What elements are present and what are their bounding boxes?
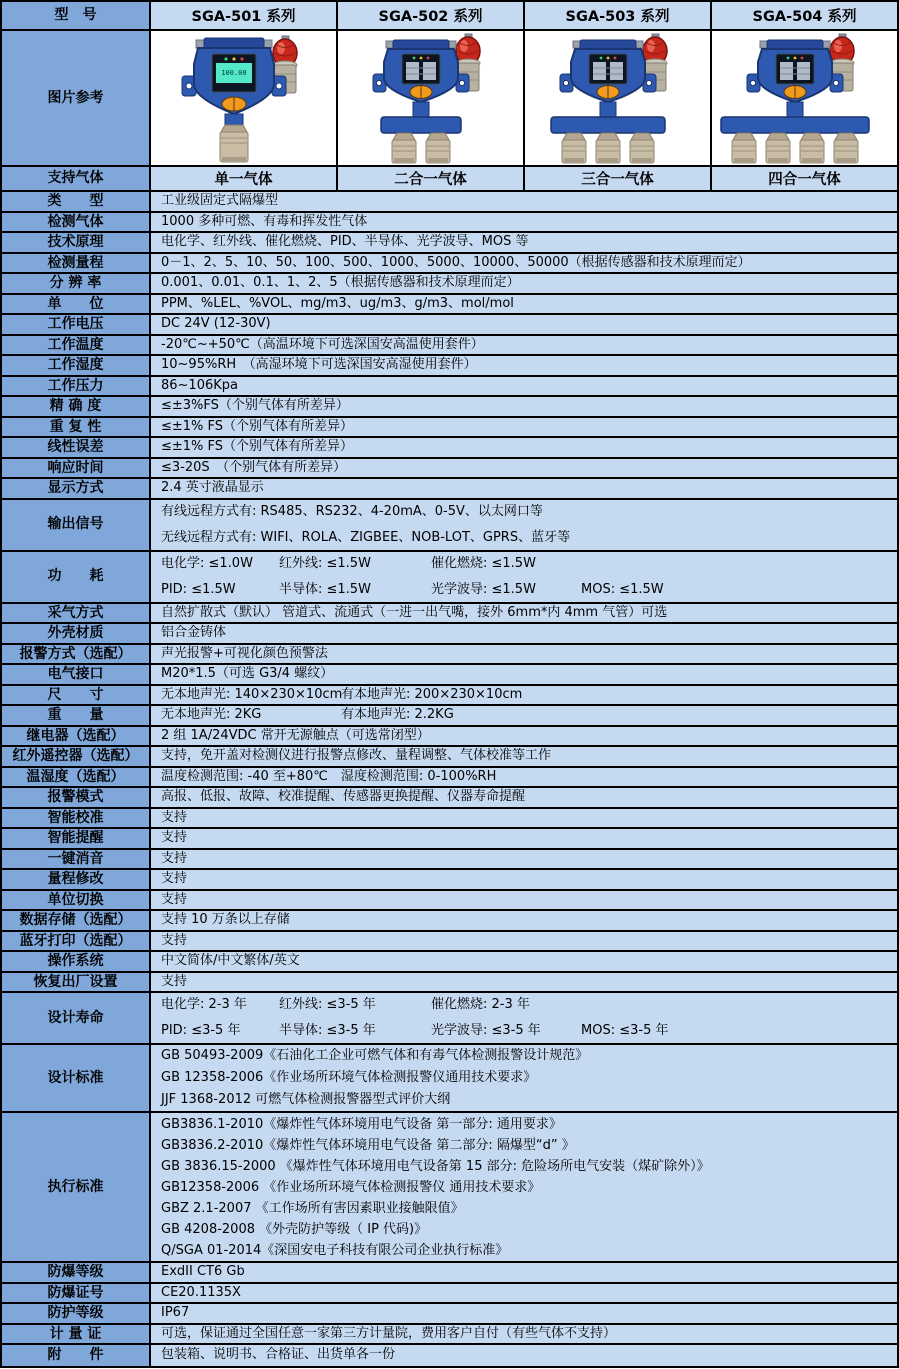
spec-value (151, 870, 897, 889)
spec-value-line: 可选，保证通过全国任意一家第三方计量院，费用客户自付（有些气体不支持） (161, 1325, 617, 1341)
spec-label: 数据存储（选配） (2, 911, 151, 930)
spec-value (151, 418, 897, 437)
spec-value-line (161, 577, 897, 603)
spec-value-line: PPM、%LEL、%VOL、mg/m3、ug/m3、g/m3、mol/mol (161, 295, 514, 311)
spec-value (151, 356, 897, 375)
spec-label: 功 耗 (2, 552, 151, 602)
spec-value-line: 支持 10 万条以上存储 (161, 912, 290, 927)
spec-value (151, 438, 897, 457)
spec-label: 红外遥控器（选配） (2, 747, 151, 766)
model-header-sga-504: SGA-504 系列 (710, 2, 897, 29)
spec-value-segment: MOS: ≤1.5W (581, 581, 664, 597)
spec-value (151, 829, 897, 848)
spec-value (151, 336, 897, 355)
spec-label: 尺 寸 (2, 686, 151, 705)
spec-row (2, 459, 897, 480)
spec-value-line: M20*1.5（可选 G3/4 螺纹） (161, 666, 334, 681)
spec-value-line: 0.001、0.01、0.1、1、2、5（根据传感器和技术原理而定） (161, 275, 520, 290)
spec-row (2, 911, 897, 932)
spec-value (151, 604, 897, 623)
spec-value-line: 电化学、红外线、催化燃烧、PID、半导体、光学波导、MOS 等 (161, 234, 529, 249)
spec-value-line: 中文简体/中文繁体/英文 (161, 953, 300, 968)
spec-row (2, 1045, 897, 1113)
image-reference-row (2, 31, 897, 167)
spec-value (151, 911, 897, 930)
spec-value-segment: PID: ≤1.5W (161, 581, 236, 597)
spec-row (2, 768, 897, 789)
spec-value (151, 727, 897, 746)
spec-row (2, 213, 897, 234)
spec-value (151, 809, 897, 828)
spec-row (2, 1325, 897, 1346)
device-image-sga-502 (336, 31, 523, 165)
spec-value-segment: 电化学: ≤1.0W (161, 555, 253, 571)
device-image-sga-504 (710, 31, 897, 165)
spec-label: 执行标准 (2, 1113, 151, 1261)
spec-value-line: ExdII CT6 Gb (161, 1264, 245, 1279)
spec-value (151, 1325, 897, 1344)
spec-value-segment: PID: ≤3-5 年 (161, 1023, 241, 1038)
spec-label: 工作湿度 (2, 356, 151, 375)
spec-label: 重 复 性 (2, 418, 151, 437)
spec-value (151, 1284, 897, 1303)
model-header-row (2, 2, 897, 31)
spec-value-segment: 光学波导: ≤1.5W (431, 581, 536, 597)
spec-row (2, 377, 897, 398)
spec-value-line (161, 1018, 897, 1044)
spec-row (2, 336, 897, 357)
spec-label: 量程修改 (2, 870, 151, 889)
spec-value (151, 993, 897, 1043)
spec-value (151, 397, 897, 416)
gas-detector-illustration-2-sensor (339, 32, 522, 164)
spec-value (151, 686, 897, 705)
spec-value-segment: MOS: ≤3-5 年 (581, 1023, 669, 1038)
spec-value (151, 213, 897, 232)
spec-value-line: GB3836.1-2010《爆炸性气体环境用电气设备 第一部分: 通用要求》 (161, 1116, 562, 1132)
spec-label: 电气接口 (2, 665, 151, 684)
supported-gas-label: 支持气体 (2, 167, 151, 190)
spec-value-line: 支持 (161, 891, 188, 907)
spec-label: 显示方式 (2, 479, 151, 498)
spec-value-line: GB 3836.15-2000 《爆炸性气体环境用电气设备第 15 部分: 危险场所电气安装（煤矿除外）》 (161, 1158, 710, 1174)
supported-gas-row (2, 167, 897, 192)
spec-row (2, 1113, 897, 1263)
spec-value-line: ≤±1% FS（个别气体有所差异） (161, 439, 354, 454)
spec-value-line: 支持 (161, 830, 188, 845)
spec-value (151, 850, 897, 869)
spec-row (2, 1304, 897, 1325)
spec-row (2, 1263, 897, 1284)
spec-value-line: GB3836.2-2010《爆炸性气体环境用电气设备 第二部分: 隔爆型“d” 》 (161, 1137, 575, 1153)
spec-row (2, 747, 897, 768)
spec-label: 检测量程 (2, 254, 151, 273)
spec-value (151, 788, 897, 807)
spec-label: 采气方式 (2, 604, 151, 623)
spec-row (2, 552, 897, 604)
spec-value (151, 932, 897, 951)
spec-value-segment: 无本地声光: 140×230×10cm (161, 686, 343, 702)
spec-value-line: 包装箱、说明书、合格证、出货单各一份 (161, 1347, 396, 1362)
spec-label: 防护等级 (2, 1304, 151, 1323)
spec-value (151, 952, 897, 971)
spec-value-segment: 红外线: ≤1.5W (279, 555, 371, 571)
model-header-sga-501: SGA-501 系列 (151, 2, 336, 29)
spec-row (2, 438, 897, 459)
spec-value-line: 无线远程方式有: WIFI、ROLA、ZIGBEE、NOB-LOT、GPRS、蓝牙等 (161, 529, 571, 545)
spec-label: 智能提醒 (2, 829, 151, 848)
spec-label: 防爆证号 (2, 1284, 151, 1303)
spec-row (2, 829, 897, 850)
spec-row (2, 788, 897, 809)
spec-label: 分 辨 率 (2, 274, 151, 293)
spec-value-line: 支持 (161, 809, 188, 825)
spec-label: 报警方式（选配） (2, 645, 151, 664)
spec-row (2, 295, 897, 316)
model-header-sga-502: SGA-502 系列 (336, 2, 523, 29)
spec-row (2, 356, 897, 377)
spec-value-line: GB 12358-2006《作业场所环境气体检测报警仪通用技术要求》 (161, 1070, 537, 1085)
spec-label: 线性误差 (2, 438, 151, 457)
spec-value-line (161, 705, 897, 726)
spec-label: 恢复出厂设置 (2, 973, 151, 992)
spec-row (2, 870, 897, 891)
spec-label: 设计寿命 (2, 993, 151, 1043)
spec-value-line: 10~95%RH （高湿环境下可选深国安高湿使用套件） (161, 357, 477, 372)
spec-value (151, 254, 897, 273)
spec-label: 继电器（选配） (2, 727, 151, 746)
supported-gas-value-3: 三合一气体 (523, 167, 710, 190)
spec-value-line: GB 4208-2008 《外壳防护等级（ IP 代码)》 (161, 1221, 428, 1237)
spec-row (2, 500, 897, 552)
spec-row (2, 932, 897, 953)
spec-label: 计 量 证 (2, 1325, 151, 1344)
spec-row (2, 254, 897, 275)
spec-value-segment: 半导体: ≤1.5W (279, 581, 371, 597)
spec-value (151, 1304, 897, 1323)
spec-row (2, 891, 897, 912)
supported-gas-value-2: 二合一气体 (336, 167, 523, 190)
svg-text:100.00: 100.00 (221, 69, 247, 77)
spec-row (2, 727, 897, 748)
spec-value-segment: 有本地声光: 2.2KG (341, 707, 454, 722)
spec-value (151, 479, 897, 498)
spec-label: 工作温度 (2, 336, 151, 355)
spec-value-segment: 半导体: ≤3-5 年 (279, 1023, 376, 1038)
spec-value (151, 1113, 897, 1261)
spec-value-line: GB 50493-2009《石油化工企业可燃气体和有毒气体检测报警设计规范》 (161, 1048, 589, 1063)
gas-detector-illustration-3-sensor (526, 32, 709, 164)
spec-row (2, 418, 897, 439)
spec-label: 一键消音 (2, 850, 151, 869)
image-row-label: 图片参考 (2, 31, 151, 165)
spec-value-line: 支持 (161, 850, 188, 866)
spec-value-line: 自然扩散式（默认） 管道式、流通式（一进一出气嘴，接外 6mm*内 4mm 气管）可选 (161, 604, 668, 620)
spec-value-line: ≤±3%FS（个别气体有所差异） (161, 398, 349, 413)
spec-value-line: 有线远程方式有: RS485、RS232、4-20mA、0-5V、以太网口等 (161, 503, 543, 519)
spec-value-line (161, 992, 897, 1018)
spec-value-line: 支持 (161, 973, 188, 989)
spec-value (151, 747, 897, 766)
spec-value (151, 274, 897, 293)
spec-label: 蓝牙打印（选配） (2, 932, 151, 951)
spec-value-line: 0－1、2、5、10、50、100、500、1000、5000、10000、50000（根据传感器和技术原理而定） (161, 254, 751, 270)
spec-label: 外壳材质 (2, 624, 151, 643)
spec-value-line (161, 551, 897, 577)
model-header-sga-503: SGA-503 系列 (523, 2, 710, 29)
spec-value-line: IP67 (161, 1305, 190, 1320)
spec-value (151, 295, 897, 314)
spec-value-line: GBZ 2.1-2007 《工作场所有害因素职业接触限值》 (161, 1200, 464, 1216)
spec-value-line: DC 24V (12-30V) (161, 316, 271, 331)
device-image-sga-503 (523, 31, 710, 165)
spec-row (2, 952, 897, 973)
spec-label: 报警模式 (2, 788, 151, 807)
spec-value-line: 温度检测范围: -40 至+80℃ 湿度检测范围: 0-100%RH (161, 768, 497, 784)
spec-row (2, 1284, 897, 1305)
spec-label: 类 型 (2, 192, 151, 211)
spec-value-line: -20℃~+50℃（高温环境下可选深国安高温使用套件） (161, 336, 484, 352)
spec-value-line: ≤3-20S （个别气体有所差异） (161, 459, 347, 475)
spec-row (2, 192, 897, 213)
spec-value-line: 工业级固定式隔爆型 (161, 193, 279, 208)
spec-value-line: 声光报警+可视化颜色预警法 (161, 645, 328, 661)
spec-value-segment: 催化燃烧: 2-3 年 (431, 997, 530, 1012)
spec-label: 输出信号 (2, 500, 151, 550)
spec-value-segment: 红外线: ≤3-5 年 (279, 997, 376, 1012)
spec-value (151, 891, 897, 910)
spec-value (151, 1263, 897, 1282)
spec-value (151, 1045, 897, 1111)
spec-label: 重 量 (2, 706, 151, 725)
spec-row (2, 706, 897, 727)
spec-value (151, 645, 897, 664)
spec-label: 智能校准 (2, 809, 151, 828)
supported-gas-value-4: 四合一气体 (710, 167, 897, 190)
spec-value (151, 1345, 897, 1366)
spec-value-line: 86~106Kpa (161, 377, 238, 393)
spec-value (151, 192, 897, 211)
spec-value-line: 支持 (161, 932, 188, 948)
spec-value-line: CE20.1135X (161, 1284, 241, 1300)
spec-value-line: ≤±1% FS（个别气体有所差异） (161, 418, 354, 434)
spec-label: 检测气体 (2, 213, 151, 232)
spec-value (151, 552, 897, 602)
device-image-sga-501 (151, 31, 336, 165)
spec-value-line: 2.4 英寸液晶显示 (161, 480, 264, 495)
spec-value (151, 315, 897, 334)
spec-value-line: Q/SGA 01-2014《深国安电子科技有限公司企业执行标准》 (161, 1242, 509, 1258)
supported-gas-value-1: 单一气体 (151, 167, 336, 190)
spec-label: 操作系统 (2, 952, 151, 971)
spec-label: 响应时间 (2, 459, 151, 478)
gas-detector-illustration-4-sensor (713, 32, 896, 164)
spec-value-segment: 光学波导: ≤3-5 年 (431, 1023, 541, 1038)
spec-label: 防爆等级 (2, 1263, 151, 1282)
spec-value-line: GB12358-2006 《作业场所环境气体检测报警仪 通用技术要求》 (161, 1179, 541, 1195)
spec-value-line (161, 685, 897, 706)
spec-label: 单位切换 (2, 891, 151, 910)
spec-value-segment: 无本地声光: 2KG (161, 707, 262, 722)
spec-value-segment: 有本地声光: 200×230×10cm (341, 686, 523, 702)
spec-value-line: JJF 1368-2012 可燃气体检测报警器型式评价大纲 (161, 1092, 451, 1107)
spec-value (151, 973, 897, 992)
spec-value-segment: 电化学: 2-3 年 (161, 997, 247, 1012)
gas-detector-illustration-1-sensor (152, 32, 335, 164)
model-header-label: 型 号 (2, 2, 151, 29)
spec-row (2, 809, 897, 830)
spec-row (2, 973, 897, 994)
spec-value (151, 624, 897, 643)
spec-value-segment: 催化燃烧: ≤1.5W (431, 555, 536, 571)
spec-value (151, 377, 897, 396)
spec-label: 工作电压 (2, 315, 151, 334)
spec-label: 附 件 (2, 1345, 151, 1366)
spec-row (2, 686, 897, 707)
spec-value-line: 铝合金铸体 (161, 625, 227, 640)
spec-row (2, 604, 897, 625)
spec-row (2, 645, 897, 666)
spec-row (2, 1345, 897, 1366)
spec-row (2, 233, 897, 254)
spec-value-line: 高报、低报、故障、校准提醒、传感器更换提醒、仪器寿命提醒 (161, 789, 526, 804)
spec-value (151, 500, 897, 550)
spec-value (151, 665, 897, 684)
spec-label: 设计标准 (2, 1045, 151, 1111)
spec-row (2, 993, 897, 1045)
spec-label: 单 位 (2, 295, 151, 314)
spec-label: 技术原理 (2, 233, 151, 252)
spec-row (2, 850, 897, 871)
spec-row (2, 315, 897, 336)
spec-row (2, 274, 897, 295)
spec-value-line: 2 组 1A/24VDC 常开无源触点（可选常闭型） (161, 727, 430, 743)
spec-value-line: 1000 多种可燃、有毒和挥发性气体 (161, 213, 368, 229)
spec-row (2, 479, 897, 500)
spec-value (151, 459, 897, 478)
spec-value (151, 706, 897, 725)
spec-value-line: 支持 (161, 871, 188, 886)
spec-value (151, 768, 897, 787)
spec-label: 精 确 度 (2, 397, 151, 416)
spec-row (2, 624, 897, 645)
spec-row (2, 397, 897, 418)
spec-value (151, 233, 897, 252)
spec-row (2, 665, 897, 686)
spec-value-line: 支持，免开盖对检测仪进行报警点修改、量程调整、气体校准等工作 (161, 748, 552, 763)
spec-label: 工作压力 (2, 377, 151, 396)
spec-label: 温湿度（选配） (2, 768, 151, 787)
